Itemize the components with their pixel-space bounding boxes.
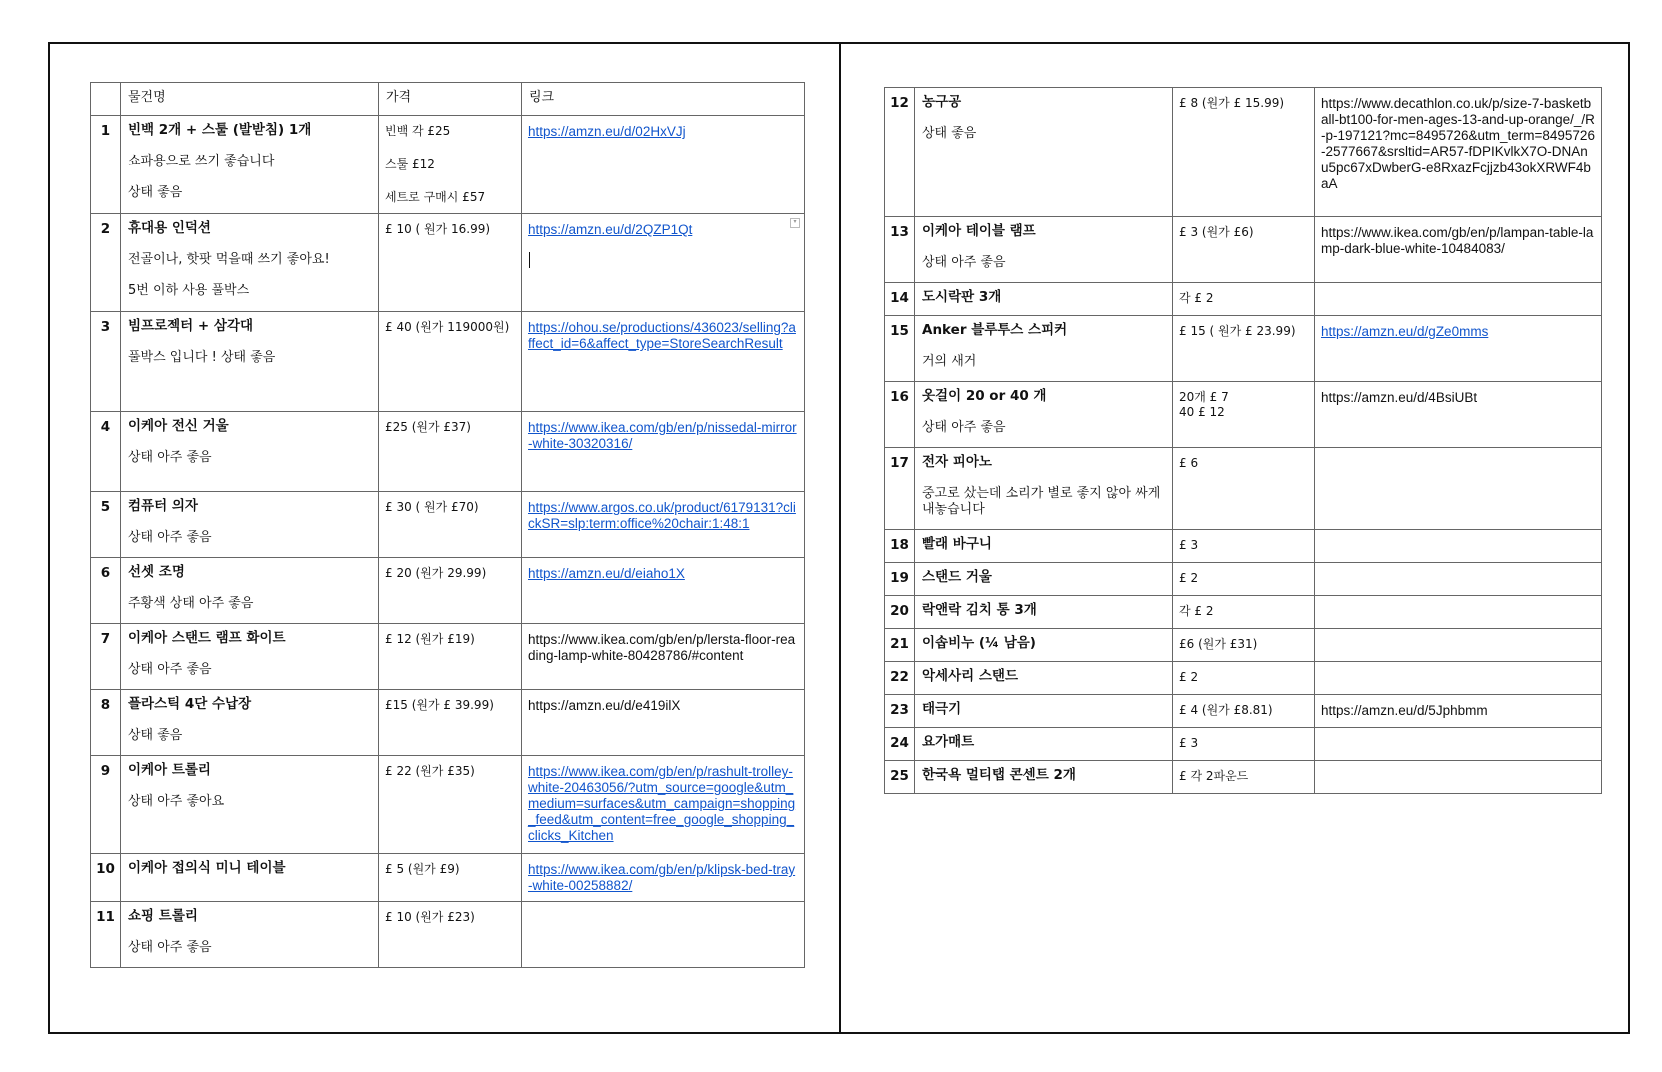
table-row [91,558,805,624]
table-row [885,530,1602,563]
item-note: 5번 이하 사용 풀박스 [128,283,250,298]
link-cell [1315,283,1602,316]
price-cell [1173,563,1315,596]
link-cell[interactable] [522,690,805,756]
price-value: £ 10 (원가 £23) [385,910,475,924]
item-title: Anker 블루투스 스피커 [922,322,1068,338]
item-note: 상태 아주 좋음 [128,450,212,465]
link-cell[interactable] [1315,382,1602,448]
item-note: 상태 아주 좋음 [128,940,212,955]
link-cell[interactable] [522,756,805,854]
table-row [885,728,1602,761]
table-row [885,382,1602,448]
row-number: 13 [885,217,915,283]
item-title: 이케아 접의식 미니 테이블 [128,860,286,876]
table-row [885,629,1602,662]
item-title: 이솝비누 (¼ 남음) [922,635,1036,651]
price-value: £15 (원가 £ 39.99) [385,698,494,712]
table-row [91,214,805,312]
link-cell [1315,728,1602,761]
link-cell[interactable] [522,854,805,902]
item-title: 이케아 전신 거울 [128,418,229,434]
price-cell [379,558,522,624]
link-cell [1315,761,1602,794]
row-number: 2 [91,214,121,312]
link-cell [1315,448,1602,530]
price-cell [379,690,522,756]
item-note: 풀박스 입니다 ! 상태 좋음 [128,350,276,365]
table-row [91,624,805,690]
price-value: £ 2 [1179,670,1199,684]
table-row [885,563,1602,596]
item-link[interactable]: https://amzn.eu/d/eiaho1X [528,566,685,581]
header-cell-link: 링크 [522,83,805,116]
cell-menu-icon[interactable]: ▾ [790,218,800,228]
row-number: 14 [885,283,915,316]
item-title: 빈백 2개 + 스툴 (발받침) 1개 [128,122,312,138]
row-number: 22 [885,662,915,695]
item-name-cell [915,217,1173,283]
price-cell [379,214,522,312]
item-title: 도시락판 3개 [922,289,1002,305]
item-name-cell [121,624,379,690]
item-link[interactable]: https://amzn.eu/d/gZe0mms [1321,324,1489,339]
item-title: 전자 피아노 [922,454,992,470]
price-value: £ 10 ( 원가 16.99) [385,222,491,236]
price-cell [1173,695,1315,728]
price-value: £ 12 (원가 £19) [385,632,475,646]
item-name-cell [915,695,1173,728]
link-cell [1315,596,1602,629]
price-value: £ 4 (원가 £8.81) [1179,703,1273,717]
row-number: 16 [885,382,915,448]
item-link[interactable]: https://www.ikea.com/gb/en/p/rashult-trolley-white-20463056/?utm_source=google&utm_medium=surfaces&utm_campaign=shopping_feed&utm_content=free_google_shopping_clicks_Kitchen [528,764,796,843]
item-name-cell [121,492,379,558]
item-title: 옷걸이 20 or 40 개 [922,388,1047,404]
item-title: 농구공 [922,94,962,110]
item-note: 상태 아주 좋음 [128,662,212,677]
table-row [885,761,1602,794]
price-value: £ 15 ( 원가 £ 23.99) [1179,324,1296,338]
item-title: 스탠드 거울 [922,569,992,585]
price-value: 스툴 £12 [385,157,435,171]
item-link[interactable]: https://www.ikea.com/gb/en/p/nissedal-mirror-white-30320316/ [528,420,797,451]
item-title: 이케아 테이블 램프 [922,223,1036,239]
item-note: 상태 아주 좋아요 [128,794,225,809]
price-value: 20개 £ 7 [1179,390,1229,404]
link-cell[interactable] [1315,88,1602,217]
price-value: £ 22 (원가 £35) [385,764,475,778]
item-title: 락앤락 김치 통 3개 [922,602,1037,618]
price-cell [379,492,522,558]
item-title: 선셋 조명 [128,564,185,580]
table-row [91,492,805,558]
item-link[interactable]: https://www.ikea.com/gb/en/p/lersta-floor-reading-lamp-white-80428786/#content [528,632,796,663]
item-note: 주황색 상태 아주 좋음 [128,596,254,611]
table-row [885,88,1602,217]
table-row [885,217,1602,283]
price-value: £ 3 [1179,736,1199,750]
item-title: 컴퓨터 의자 [128,498,198,514]
price-cell [1173,596,1315,629]
item-name-cell [915,448,1173,530]
text-cursor [529,252,530,268]
item-link[interactable]: https://amzn.eu/d/4BsiUBt [1321,390,1478,405]
row-number: 4 [91,412,121,492]
item-name-cell [915,728,1173,761]
table-row [885,695,1602,728]
table-row [91,854,805,902]
item-name-cell [121,854,379,902]
table-row [91,756,805,854]
link-cell [1315,629,1602,662]
item-title: 악세사리 스탠드 [922,668,1018,684]
link-cell[interactable] [522,312,805,412]
item-title: 빔프로젝터 + 삼각대 [128,318,254,334]
item-name-cell [121,558,379,624]
link-cell[interactable] [522,214,805,312]
item-link[interactable]: https://ohou.se/productions/436023/selling?affect_id=6&affect_type=StoreSearchResult [528,320,796,351]
price-value: £ 30 ( 원가 £70) [385,500,479,514]
link-cell[interactable] [522,492,805,558]
item-name-cell [915,629,1173,662]
price-cell [1173,530,1315,563]
table-row [91,116,805,214]
item-name-cell [915,316,1173,382]
item-note: 상태 좋음 [128,728,183,743]
table-row [885,283,1602,316]
link-cell[interactable] [1315,217,1602,283]
link-cell [1315,530,1602,563]
item-note: 거의 새거 [922,354,977,369]
item-name-cell [915,596,1173,629]
header-cell-number [91,83,121,116]
item-name-cell [121,902,379,968]
item-name-cell [915,530,1173,563]
link-cell[interactable] [522,624,805,690]
page-divider [839,42,841,1034]
item-name-cell [915,283,1173,316]
item-title: 요가매트 [922,734,975,750]
header-cell-price: 가격 [379,83,522,116]
price-cell [1173,448,1315,530]
item-note: 상태 아주 좋음 [922,420,1006,435]
item-note: 상태 아주 좋음 [128,530,212,545]
price-value: £25 (원가 £37) [385,420,471,434]
item-link[interactable]: https://www.ikea.com/gb/en/p/klipsk-bed-tray-white-00258882/ [528,862,796,893]
item-title: 이케아 스탠드 램프 화이트 [128,630,286,646]
link-cell [522,902,805,968]
item-title: 휴대용 인덕션 [128,220,211,236]
price-value: 세트로 구매시 £57 [385,190,486,204]
row-number: 17 [885,448,915,530]
table-header-row [91,83,805,116]
row-number: 7 [91,624,121,690]
item-name-cell [915,88,1173,217]
item-note: 전골이나, 핫팟 먹을때 쓰기 좋아요! [128,252,330,267]
link-cell[interactable] [1315,316,1602,382]
link-cell[interactable] [522,116,805,214]
table-row [885,596,1602,629]
price-value: £ 3 [1179,538,1199,552]
table-row [885,316,1602,382]
price-cell [379,412,522,492]
link-cell[interactable] [1315,695,1602,728]
row-number: 1 [91,116,121,214]
item-name-cell [915,382,1173,448]
price-cell [379,624,522,690]
price-cell [1173,761,1315,794]
row-number: 24 [885,728,915,761]
item-link[interactable]: https://amzn.eu/d/2QZP1Qt [528,222,693,237]
price-cell [379,116,522,214]
price-value: £ 5 (원가 £9) [385,862,460,876]
item-title: 태극기 [922,701,962,717]
item-name-cell [915,563,1173,596]
row-number: 19 [885,563,915,596]
link-cell [1315,563,1602,596]
link-cell[interactable] [522,558,805,624]
item-link[interactable]: https://amzn.eu/d/02HxVJj [528,124,686,139]
item-note: 상태 좋음 [922,126,977,141]
items-table-right [884,87,1602,794]
table-row [91,412,805,492]
row-number: 25 [885,761,915,794]
item-title: 한국욕 멀티탭 콘센트 2개 [922,767,1076,783]
price-value: 40 £ 12 [1179,405,1225,419]
row-number: 10 [91,854,121,902]
item-note: 중고로 샀는데 소리가 별로 좋지 않아 싸게 내놓습니다 [922,486,1161,517]
price-cell [1173,629,1315,662]
price-cell [1173,217,1315,283]
table-row [885,662,1602,695]
item-title: 쇼핑 트롤리 [128,908,198,924]
item-name-cell [121,312,379,412]
price-value: 각 £ 2 [1179,291,1214,305]
item-name-cell [915,662,1173,695]
table-row [91,902,805,968]
item-name-cell [121,412,379,492]
item-link[interactable]: https://www.ikea.com/gb/en/p/lampan-table-lamp-dark-blue-white-10484083/ [1321,225,1594,256]
price-value: £ 8 (원가 £ 15.99) [1179,96,1285,110]
table-row [91,312,805,412]
item-note: 상태 아주 좋음 [922,255,1006,270]
item-link[interactable]: https://www.decathlon.co.uk/p/size-7-basketball-bt100-for-men-ages-13-and-up-orange/_/R-p-197121?mc=8495726&utm_term=8495726-2577667&srsltid=AR57-fDPIKvlkX7O-DNAnu5pc67xDwberG-e8RxazFcjjzb43okXRWF4baA [1321,96,1595,191]
row-number: 23 [885,695,915,728]
row-number: 18 [885,530,915,563]
item-link[interactable]: https://www.argos.co.uk/product/6179131?clickSR=slp:term:office%20chair:1:48:1 [528,500,796,531]
item-name-cell [121,214,379,312]
row-number: 11 [91,902,121,968]
item-title: 빨래 바구니 [922,536,992,552]
price-cell [1173,283,1315,316]
table-row [91,690,805,756]
price-cell [1173,728,1315,761]
row-number: 20 [885,596,915,629]
row-number: 21 [885,629,915,662]
items-table-left [90,82,805,968]
item-note: 상태 좋음 [128,185,183,200]
item-name-cell [121,690,379,756]
item-name-cell [121,756,379,854]
price-cell [379,312,522,412]
price-cell [379,756,522,854]
header-cell-item-name: 물건명 [121,83,379,116]
table-row [885,448,1602,530]
row-number: 5 [91,492,121,558]
price-value: £ 20 (원가 29.99) [385,566,487,580]
item-name-cell [915,761,1173,794]
price-value: £ 각 2파운드 [1179,769,1249,783]
price-cell [1173,662,1315,695]
item-title: 이케아 트롤리 [128,762,211,778]
price-value: £ 40 (원가 119000원) [385,320,510,334]
row-number: 8 [91,690,121,756]
item-link[interactable]: https://amzn.eu/d/e419ilX [528,698,681,713]
item-title: 플라스틱 4단 수납장 [128,696,252,712]
price-cell [379,902,522,968]
price-value: 빈백 각 £25 [385,124,451,138]
link-cell[interactable] [522,412,805,492]
price-value: £ 2 [1179,571,1199,585]
row-number: 3 [91,312,121,412]
price-cell [1173,316,1315,382]
row-number: 12 [885,88,915,217]
row-number: 15 [885,316,915,382]
price-cell [1173,88,1315,217]
row-number: 6 [91,558,121,624]
row-number: 9 [91,756,121,854]
price-value: £ 6 [1179,456,1199,470]
price-value: 각 £ 2 [1179,604,1214,618]
item-link[interactable]: https://amzn.eu/d/5Jphbmm [1321,703,1488,718]
item-name-cell [121,116,379,214]
price-cell [379,854,522,902]
link-cell [1315,662,1602,695]
item-note: 쇼파용으로 쓰기 좋습니다 [128,154,275,169]
price-value: £ 3 (원가 £6) [1179,225,1254,239]
price-cell [1173,382,1315,448]
price-value: £6 (원가 £31) [1179,637,1258,651]
